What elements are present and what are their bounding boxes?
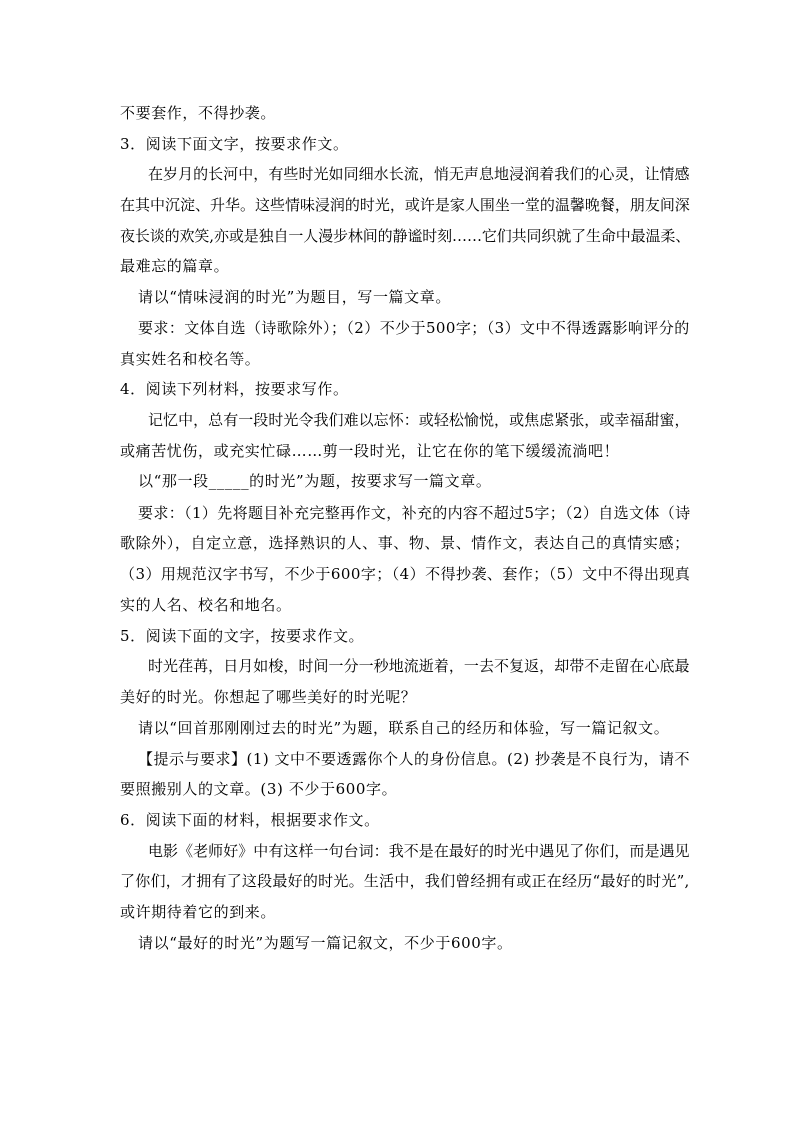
question-6-heading: 6．阅读下面的材料，根据要求作文。 (120, 811, 380, 829)
text-line: 实的人名、校名和地名。 (120, 596, 292, 614)
text-line: 真实姓名和校名等。 (120, 350, 261, 368)
text-line: 请以“最好的时光”为题写一篇记叙文，不少于600字。 (138, 934, 513, 952)
text-line: 以“那一段_____的时光”为题，按要求写一篇文章。 (138, 472, 492, 490)
text-line: 要照搬别人的文章。(3) 不少于600字。 (120, 780, 398, 798)
text-line: 最难忘的篇章。 (120, 257, 230, 275)
text-line: 夜长谈的欢笑,亦或是独自一人漫步林间的静谧时刻……它们共同织就了生命中最温柔、 (120, 227, 691, 245)
text-line: 或痛苦忧伤，或充实忙碌……剪一段时光，让它在你的笔下缓缓流淌吧！ (120, 442, 620, 460)
text-line: 美好的时光。你想起了哪些美好的时光呢？ (120, 688, 417, 706)
text-line: 要求：文体自选（诗歌除外）；（2）不少于500字；（3）文中不得透露影响评分的 (138, 319, 690, 337)
text-line: 【提示与要求】(1) 文中不要透露你个人的身份信息。(2) 抄袭是不良行为，请不 (138, 750, 691, 768)
text-line: 不要套作，不得抄袭。 (120, 104, 277, 122)
text-line: 在其中沉淀、升华。这些情味浸润的时光，或许是家人围坐一堂的温馨晚餐，朋友间深 (120, 196, 690, 214)
text-line: 或许期待着它的到来。 (120, 903, 277, 921)
text-line: 要求：（1）先将题目补充完整再作文，补充的内容不超过5字；（2）自选文体（诗 (138, 504, 691, 522)
question-5-heading: 5．阅读下面的文字，按要求作文。 (120, 627, 365, 645)
text-line: 歌除外），自定立意，选择熟识的人、事、物、景、情作文，表达自己的真情实感； (120, 534, 690, 552)
text-line: 在岁月的长河中，有些时光如同细水长流，悄无声息地浸润着我们的心灵，让情感 (148, 165, 690, 183)
question-3-heading: 3．阅读下面文字，按要求作文。 (120, 135, 349, 153)
text-line: 电影《老师好》中有这样一句台词：我不是在最好的时光中遇见了你们，而是遇见 (148, 842, 690, 860)
text-line: 请以“回首那刚刚过去的时光”为题，联系自己的经历和体验，写一篇记叙文。 (138, 719, 670, 737)
text-line: （3）用规范汉字书写，不少于600字；（4）不得抄袭、套作；（5）文中不得出现真 (120, 565, 691, 583)
text-line: 记忆中，总有一段时光令我们难以忘怀：或轻松愉悦，或焦虑紧张，或幸福甜蜜， (148, 411, 690, 429)
text-line: 了你们，才拥有了这段最好的时光。生活中，我们曾经拥有或正在经历“最好的时光”, (120, 872, 690, 890)
text-line: 时光荏苒，日月如梭，时间一分一秒地流逝着，一去不复返，却带不走留在心底最 (148, 657, 690, 675)
question-4-heading: 4．阅读下列材料，按要求写作。 (120, 380, 349, 398)
text-line: 请以“情味浸润的时光”为题目，写一篇文章。 (138, 288, 451, 306)
